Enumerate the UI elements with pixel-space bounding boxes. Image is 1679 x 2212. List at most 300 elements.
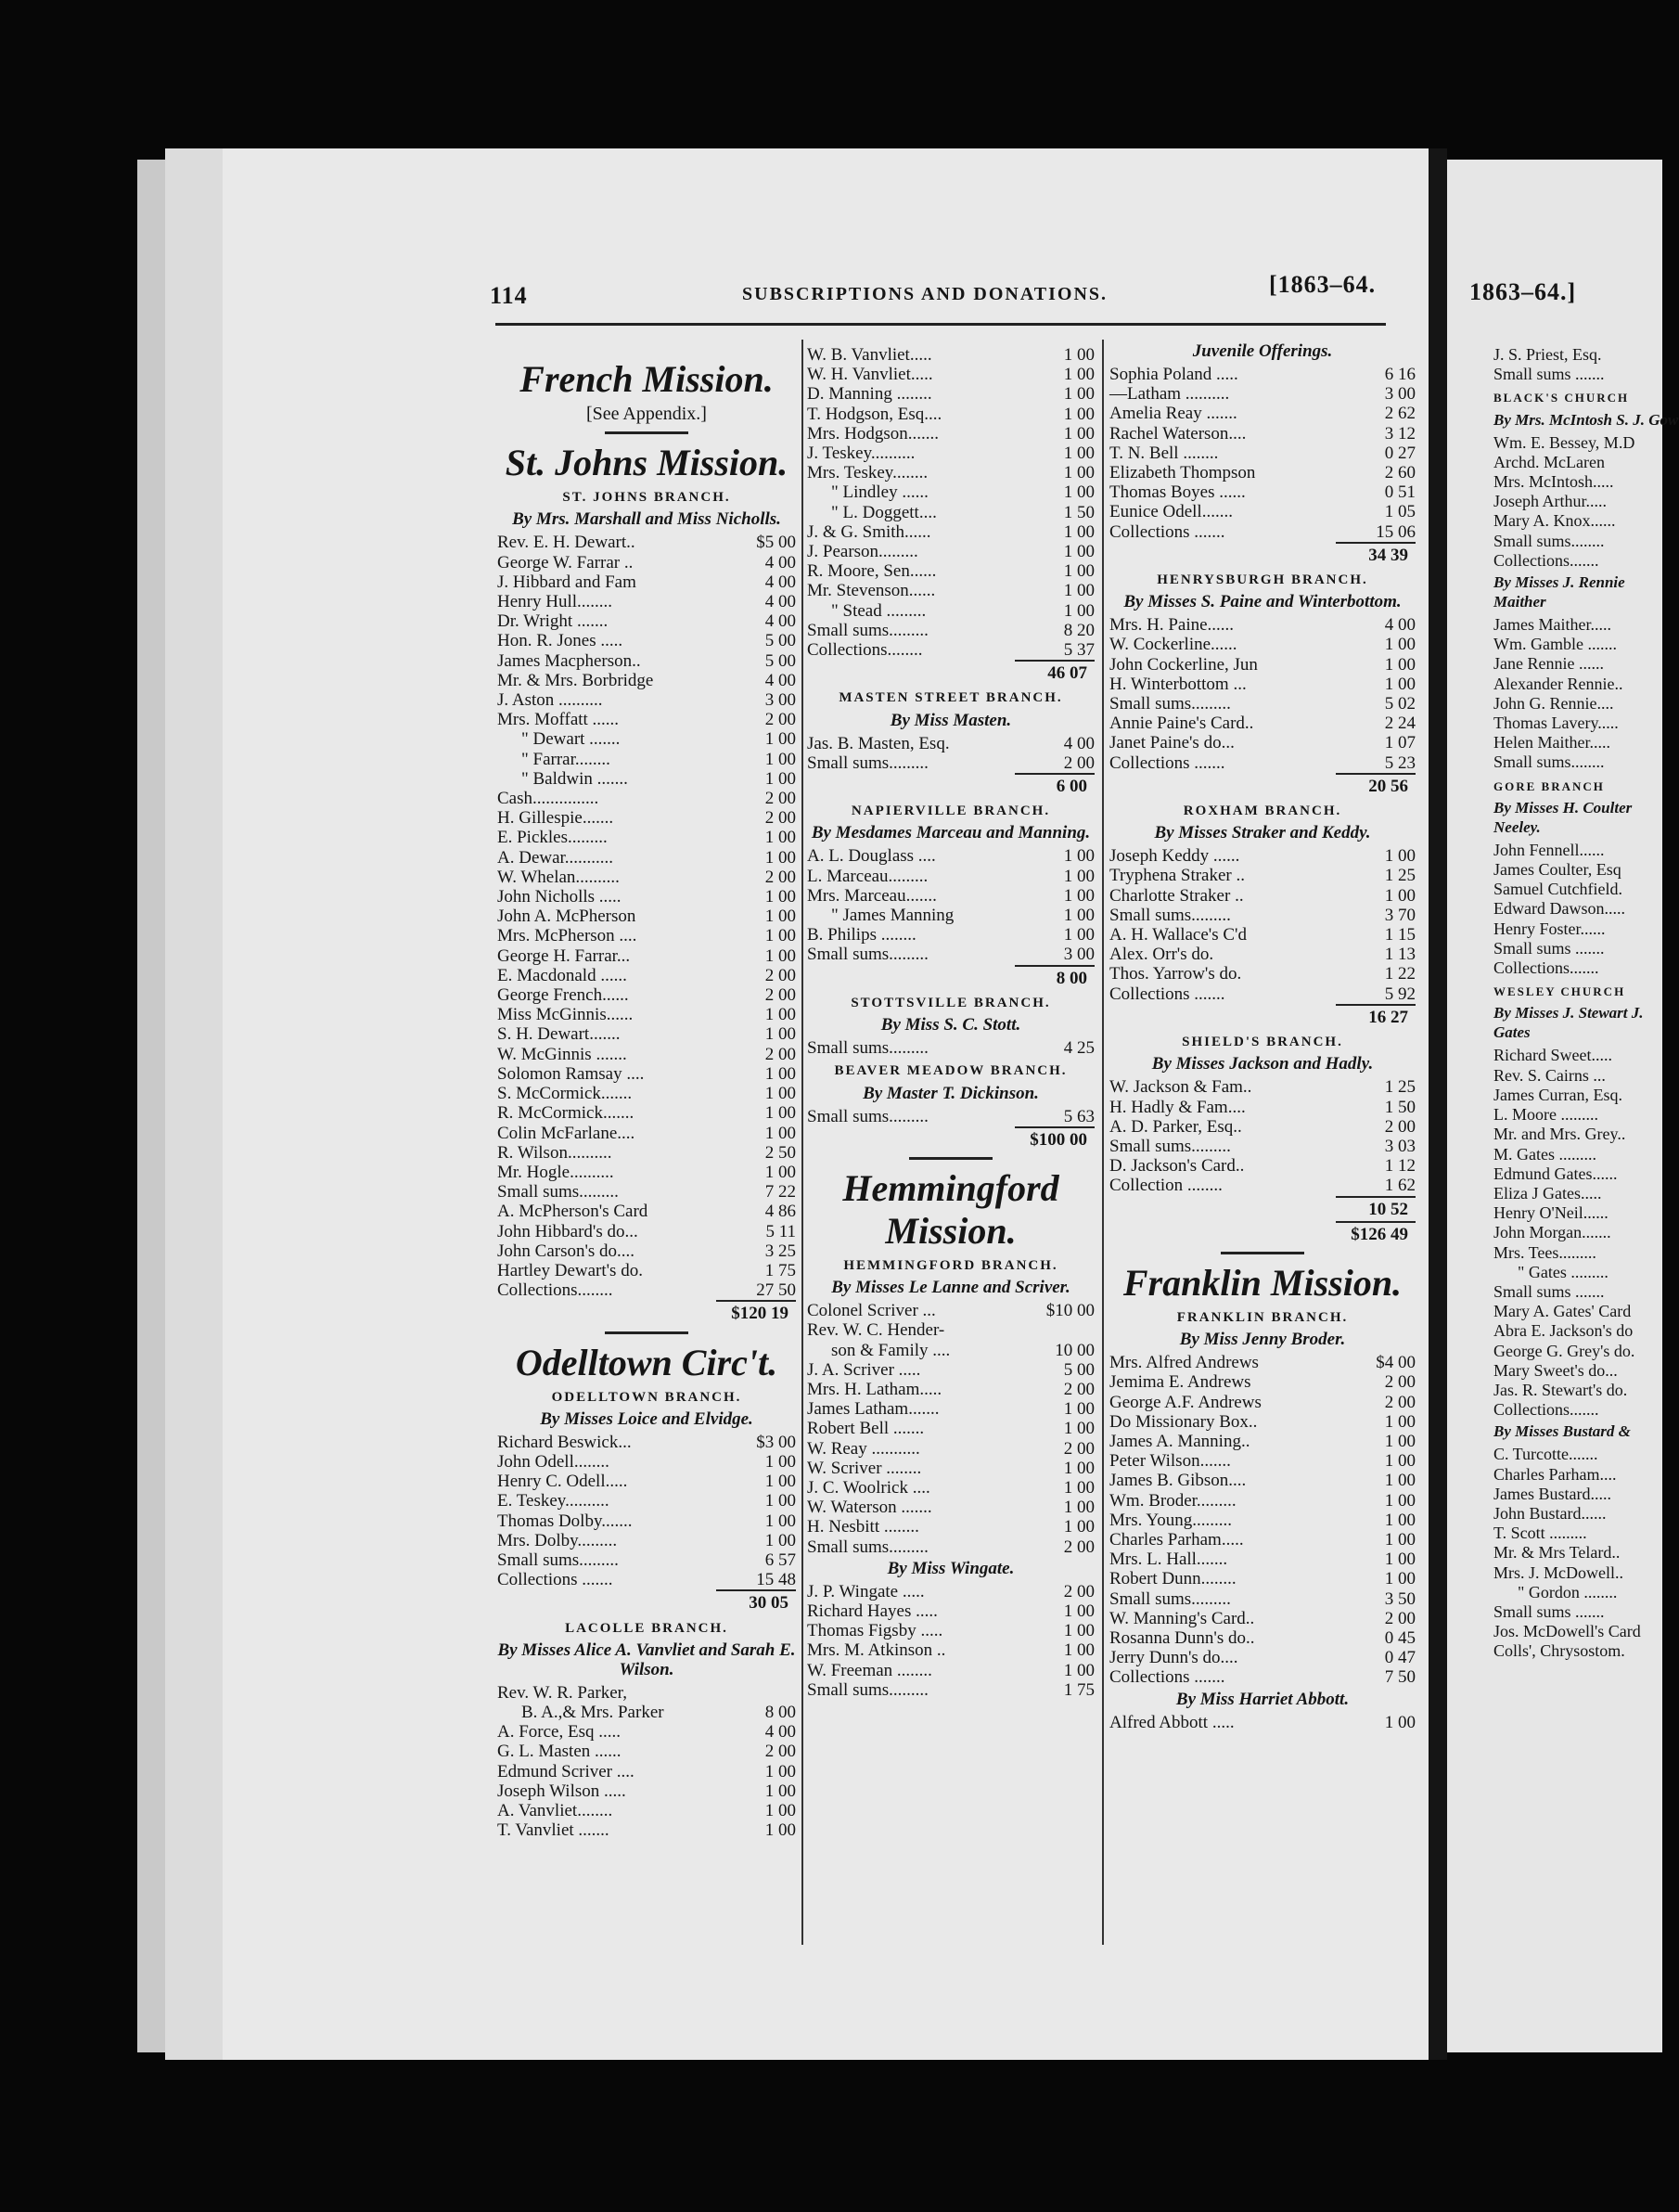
donor-name: Rachel Waterson.... bbox=[1109, 423, 1247, 444]
ledger-row bbox=[1493, 1543, 1679, 1563]
ledger-row bbox=[1109, 886, 1416, 906]
donation-amount: 1 00 bbox=[1384, 1451, 1416, 1472]
donation-amount bbox=[1618, 1361, 1679, 1381]
donation-amount: 5 00 bbox=[1063, 1359, 1095, 1380]
ledger-row bbox=[497, 789, 796, 808]
ledger-row bbox=[1109, 1451, 1416, 1471]
collector-line: By Misses Bustard & bbox=[1493, 1422, 1631, 1441]
page-number: 114 bbox=[490, 282, 528, 309]
donor-name: Edward Dawson..... bbox=[1493, 899, 1625, 919]
ledger-row bbox=[1493, 1524, 1679, 1543]
donation-amount: 2 00 bbox=[1384, 1372, 1416, 1393]
ledger-row bbox=[807, 1601, 1095, 1621]
ledger-row bbox=[1493, 433, 1679, 453]
ledger-row bbox=[497, 1261, 796, 1280]
donor-name: John Odell........ bbox=[497, 1451, 609, 1472]
ledger-row bbox=[807, 1038, 1095, 1058]
ledger-row bbox=[1493, 752, 1679, 772]
donor-name: Charles Parham..... bbox=[1109, 1529, 1244, 1550]
donation-amount bbox=[1610, 1203, 1679, 1223]
donor-name: Small sums......... bbox=[807, 1537, 929, 1557]
column-1 bbox=[497, 353, 796, 1840]
donor-name: Richard Hayes ..... bbox=[807, 1601, 938, 1621]
donation-amount bbox=[1610, 1105, 1679, 1125]
donation-amount: 0 45 bbox=[1384, 1627, 1416, 1648]
donor-name: Joseph Wilson ..... bbox=[497, 1781, 626, 1801]
donation-amount: 1 00 bbox=[1384, 1490, 1416, 1511]
donor-name: Mrs. Dolby......... bbox=[497, 1530, 618, 1550]
donation-amount: 1 00 bbox=[764, 749, 796, 769]
ledger-row bbox=[807, 1517, 1095, 1537]
donation-amount: 2 00 bbox=[764, 985, 796, 1006]
ledger-row bbox=[497, 631, 796, 650]
ledger-row bbox=[1493, 1282, 1679, 1302]
donation-amount: 6 16 bbox=[1384, 365, 1416, 384]
ledger-row bbox=[497, 729, 796, 749]
donation-amount bbox=[1612, 1046, 1679, 1065]
donor-name: Joseph Keddy ...... bbox=[1109, 846, 1240, 867]
ledger-row bbox=[1109, 1511, 1416, 1530]
ledger-row bbox=[1109, 1353, 1416, 1372]
donor-name: Colin McFarlane.... bbox=[497, 1123, 635, 1143]
donor-name: Small sums......... bbox=[807, 752, 929, 773]
donation-amount: 1 22 bbox=[1384, 964, 1416, 984]
donor-name: Cash............... bbox=[497, 789, 599, 809]
donation-amount bbox=[1610, 1184, 1679, 1203]
donor-name: Hon. R. Jones ..... bbox=[497, 631, 623, 651]
ledger-row bbox=[1109, 1176, 1416, 1195]
column-2 bbox=[807, 345, 1095, 1700]
donation-amount: 3 00 bbox=[1384, 384, 1416, 405]
ledger-row bbox=[497, 690, 796, 710]
donation-amount: 1 75 bbox=[1063, 1679, 1095, 1700]
ledger-row bbox=[497, 592, 796, 611]
ledger-row bbox=[1493, 1504, 1679, 1524]
ledger-row bbox=[807, 1680, 1095, 1700]
ledger-row bbox=[807, 846, 1095, 866]
donation-amount: 0 47 bbox=[1384, 1648, 1416, 1668]
donation-amount: 1 00 bbox=[1063, 521, 1095, 542]
branch-total: 46 07 bbox=[807, 663, 1095, 683]
donor-name: John Fennell...... bbox=[1493, 840, 1605, 859]
collector-line: By Miss Wingate. bbox=[887, 1558, 1015, 1578]
donor-name: Robert Dunn........ bbox=[1109, 1569, 1237, 1589]
donation-amount bbox=[1610, 1400, 1679, 1420]
appendix-note: [See Appendix.] bbox=[586, 404, 707, 424]
donation-amount: 1 00 bbox=[1063, 1517, 1095, 1537]
donation-amount: 2 00 bbox=[764, 1742, 796, 1762]
donor-name: Small sums......... bbox=[1109, 905, 1231, 925]
donor-name: J. Pearson......... bbox=[807, 542, 918, 562]
donor-name: Mrs. Hodgson....... bbox=[807, 423, 939, 444]
donor-name: Mrs. McPherson .... bbox=[497, 926, 637, 946]
branch-heading: STOTTSVILLE BRANCH. bbox=[851, 995, 1051, 1010]
donor-name: Thomas Figsby ..... bbox=[807, 1621, 943, 1641]
donation-amount: 1 00 bbox=[1384, 1712, 1416, 1732]
donor-name: Jas. B. Masten, Esq. bbox=[807, 733, 950, 753]
donor-name: Mrs. Teskey........ bbox=[807, 463, 929, 483]
ledger-row bbox=[1109, 846, 1416, 866]
donor-name: Mrs. Marceau....... bbox=[807, 885, 937, 906]
ledger-row bbox=[1493, 1485, 1679, 1504]
donor-name: Thomas Lavery..... bbox=[1493, 714, 1619, 733]
donor-name: Mary A. Gates' Card bbox=[1493, 1302, 1632, 1321]
next-page-column bbox=[1493, 345, 1679, 1662]
ledger-row bbox=[497, 1045, 796, 1064]
ledger-row bbox=[1109, 1491, 1416, 1511]
ledger-row bbox=[1493, 1400, 1679, 1420]
ledger-row bbox=[497, 1103, 796, 1123]
donation-amount bbox=[1616, 1465, 1679, 1485]
branch-heading: GORE BRANCH bbox=[1493, 778, 1605, 793]
donation-amount: 5 23 bbox=[1384, 752, 1416, 773]
donor-name: J. S. Priest, Esq. bbox=[1493, 345, 1602, 364]
ledger-row bbox=[1493, 733, 1679, 752]
donor-name: Collections........ bbox=[807, 640, 923, 661]
donor-name: Mr. & Mrs. Borbridge bbox=[497, 670, 654, 690]
ledger-row bbox=[1109, 945, 1416, 964]
donation-amount bbox=[1611, 1485, 1679, 1504]
donation-amount bbox=[1617, 1164, 1679, 1184]
branch-heading: MASTEN STREET BRANCH. bbox=[839, 690, 1063, 706]
donor-name: Collections ....... bbox=[1109, 1667, 1225, 1688]
branch-total: 20 56 bbox=[1109, 777, 1416, 796]
donor-name: Collection ........ bbox=[1109, 1176, 1223, 1196]
donation-amount bbox=[1611, 615, 1679, 635]
donor-name: T. Hodgson, Esq.... bbox=[807, 404, 942, 424]
ledger-row bbox=[1493, 615, 1679, 635]
donation-amount bbox=[1617, 635, 1679, 654]
donor-name: R. Wilson.......... bbox=[497, 1142, 612, 1163]
donation-amount: 1 00 bbox=[1063, 1419, 1095, 1439]
collector-line: By Mrs. McIntosh S. J. Gow bbox=[1493, 410, 1679, 429]
donation-amount: 1 00 bbox=[1063, 581, 1095, 601]
donor-name: Small sums......... bbox=[807, 1038, 929, 1059]
donor-name: Edmund Gates...... bbox=[1493, 1164, 1618, 1183]
collector-line: Juvenile Offerings. bbox=[1192, 341, 1333, 361]
donor-name: A. Vanvliet........ bbox=[497, 1800, 613, 1820]
donation-amount: 1 00 bbox=[1384, 1431, 1416, 1451]
donation-amount: 1 50 bbox=[1384, 1097, 1416, 1117]
donor-name: Alex. Orr's do. bbox=[1109, 945, 1214, 965]
ledger-row bbox=[1109, 1117, 1416, 1137]
ledger-row bbox=[807, 1498, 1095, 1517]
donor-name: Jos. McDowell's Card bbox=[1493, 1622, 1641, 1641]
donor-name: John G. Rennie.... bbox=[1493, 693, 1614, 713]
ledger-row bbox=[1493, 1086, 1679, 1105]
donor-name: Mrs. M. Atkinson .. bbox=[807, 1640, 946, 1661]
donor-name: Annie Paine's Card.. bbox=[1109, 714, 1254, 734]
donation-amount bbox=[1610, 1066, 1679, 1086]
ledger-row bbox=[497, 1820, 796, 1840]
ledger-row bbox=[497, 651, 796, 671]
collector-line: By Misses Loice and Elvidge. bbox=[540, 1408, 753, 1429]
donation-amount: 1 00 bbox=[764, 1024, 796, 1045]
donor-name: Collections........ bbox=[497, 1280, 613, 1301]
ledger-row bbox=[497, 611, 796, 631]
donor-name: W. Reay ........... bbox=[807, 1438, 920, 1459]
ledger-row bbox=[497, 1143, 796, 1163]
donor-name: G. L. Masten ...... bbox=[497, 1742, 622, 1762]
donor-name: Helen Maither..... bbox=[1493, 733, 1610, 752]
donation-amount: 2 00 bbox=[764, 710, 796, 730]
donor-name: George H. Farrar... bbox=[497, 945, 631, 966]
donor-name: Rev. W. R. Parker, bbox=[497, 1682, 627, 1703]
donor-name: Small sums........ bbox=[1493, 752, 1605, 772]
branch-total: 34 39 bbox=[1109, 546, 1416, 565]
donation-amount bbox=[1623, 1563, 1679, 1583]
ledger-row bbox=[497, 1550, 796, 1570]
donor-name: H. Hadly & Fam.... bbox=[1109, 1097, 1246, 1117]
donor-name: D. Manning ........ bbox=[807, 384, 932, 405]
donor-name: Henry Foster...... bbox=[1493, 919, 1606, 938]
ledger-row bbox=[1493, 1381, 1679, 1400]
donor-name: Colls', Chrysostom. bbox=[1493, 1641, 1625, 1661]
donor-name: Thomas Boyes ...... bbox=[1109, 482, 1246, 503]
ledger-row bbox=[497, 1511, 796, 1531]
donation-amount: 8 00 bbox=[764, 1702, 796, 1722]
ledger-row bbox=[1109, 444, 1416, 463]
donor-name: A. L. Douglass .... bbox=[807, 846, 936, 867]
donor-name: John A. McPherson bbox=[497, 907, 636, 927]
donation-amount bbox=[1614, 472, 1679, 492]
ledger-row bbox=[497, 1163, 796, 1182]
ledger-row bbox=[1109, 384, 1416, 404]
donation-amount: 5 63 bbox=[1063, 1106, 1095, 1126]
ledger-row bbox=[807, 867, 1095, 886]
donation-amount: 1 00 bbox=[764, 828, 796, 848]
ledger-row bbox=[497, 1801, 796, 1820]
donation-amount: 1 00 bbox=[1384, 1550, 1416, 1570]
donation-amount: 4 00 bbox=[764, 670, 796, 690]
ledger-row bbox=[807, 424, 1095, 444]
ledger-row bbox=[497, 1531, 796, 1550]
donor-name: Hartley Dewart's do. bbox=[497, 1260, 643, 1280]
donor-name: James Bustard..... bbox=[1493, 1484, 1611, 1503]
donation-amount: 0 51 bbox=[1384, 482, 1416, 503]
ledger-row bbox=[1109, 866, 1416, 885]
ledger-row bbox=[807, 886, 1095, 906]
donor-name: Henry O'Neil...... bbox=[1493, 1203, 1609, 1223]
ledger-row bbox=[1493, 1046, 1679, 1065]
branch-heading: ROXHAM BRANCH. bbox=[1183, 804, 1342, 819]
donation-amount: 2 24 bbox=[1384, 714, 1416, 734]
donor-name: Mrs. H. Paine...... bbox=[1109, 615, 1235, 636]
donation-amount: $3 00 bbox=[756, 1432, 796, 1452]
donation-amount: 1 00 bbox=[1063, 846, 1095, 867]
donor-name: Collections ....... bbox=[1109, 521, 1225, 542]
donation-amount: 1 13 bbox=[1384, 945, 1416, 965]
donation-amount: 4 25 bbox=[1063, 1038, 1095, 1059]
ledger-row bbox=[1109, 1372, 1416, 1392]
donation-amount: 27 50 bbox=[756, 1280, 796, 1301]
ledger-row bbox=[497, 533, 796, 552]
donation-amount: 1 00 bbox=[1384, 885, 1416, 906]
donor-name: Charles Parham.... bbox=[1493, 1464, 1617, 1484]
branch-heading: ST. JOHNS BRANCH. bbox=[562, 490, 731, 506]
donation-amount: 2 00 bbox=[1063, 752, 1095, 773]
donor-name: Mary A. Knox...... bbox=[1493, 511, 1616, 531]
collector-line: By Misses Jackson and Hadly. bbox=[1151, 1054, 1374, 1074]
donation-amount bbox=[1026, 1320, 1095, 1340]
donation-amount: 2 50 bbox=[764, 1142, 796, 1163]
donation-amount: 5 92 bbox=[1384, 984, 1416, 1004]
ledger-row bbox=[1109, 1137, 1416, 1156]
donor-name: Small sums......... bbox=[1109, 1588, 1231, 1609]
donor-name: H. Winterbottom ... bbox=[1109, 674, 1247, 694]
donor-name: T. Vanvliet ....... bbox=[497, 1820, 609, 1841]
donation-amount: 1 00 bbox=[1384, 1529, 1416, 1550]
donor-name: Small sums......... bbox=[807, 945, 929, 965]
donation-amount: 2 00 bbox=[764, 1044, 796, 1064]
donor-name: H. Nesbitt ........ bbox=[807, 1517, 919, 1537]
donor-name: W. Whelan.......... bbox=[497, 867, 620, 887]
ledger-row bbox=[497, 572, 796, 592]
donor-name: Rev. S. Cairns ... bbox=[1493, 1065, 1606, 1085]
donation-amount: 1 00 bbox=[1063, 925, 1095, 945]
ledger-row bbox=[1493, 1321, 1679, 1341]
ledger-row bbox=[807, 1439, 1095, 1459]
ledger-row bbox=[1493, 1563, 1679, 1583]
donation-amount: 4 00 bbox=[764, 572, 796, 592]
donor-name: A. D. Parker, Esq.. bbox=[1109, 1116, 1242, 1137]
donation-amount: 1 00 bbox=[1063, 1660, 1095, 1680]
donation-amount: 1 00 bbox=[764, 1511, 796, 1531]
donation-amount: 1 00 bbox=[1063, 906, 1095, 926]
ledger-row bbox=[1109, 482, 1416, 502]
ledger-row bbox=[1493, 1445, 1679, 1464]
donor-name: A. Dewar........... bbox=[497, 847, 614, 868]
ledger-row bbox=[807, 753, 1095, 773]
ledger-row bbox=[807, 463, 1095, 482]
ledger-row bbox=[1493, 1223, 1679, 1242]
ledger-row bbox=[1109, 424, 1416, 444]
donation-amount bbox=[1622, 1086, 1679, 1105]
donation-amount: 1 00 bbox=[764, 887, 796, 907]
ledger-row bbox=[807, 365, 1095, 384]
donor-name: Rosanna Dunn's do.. bbox=[1109, 1627, 1255, 1648]
ledger-row bbox=[1109, 675, 1416, 694]
donor-name: Jemima E. Andrews bbox=[1109, 1372, 1251, 1393]
donation-amount: 3 12 bbox=[1384, 423, 1416, 444]
ledger-row bbox=[1109, 1713, 1416, 1732]
donation-amount bbox=[1610, 920, 1679, 939]
ledger-row bbox=[1493, 841, 1679, 860]
mission-heading: Hemmingford Mission. bbox=[842, 1166, 1059, 1252]
ledger-row bbox=[1109, 1393, 1416, 1412]
donor-name: Collections....... bbox=[1493, 550, 1599, 570]
donor-name: Small sums......... bbox=[807, 620, 929, 640]
ledger-row bbox=[807, 1419, 1095, 1438]
donation-amount: 1 00 bbox=[1063, 1399, 1095, 1420]
ledger-row bbox=[1109, 733, 1416, 752]
ledger-row bbox=[1109, 694, 1416, 714]
collector-line: By Misses Alice A. Vanvliet and Sarah E. Wilson. bbox=[497, 1640, 796, 1679]
ledger-row bbox=[807, 1478, 1095, 1498]
donation-amount: 1 00 bbox=[764, 945, 796, 966]
ledger-row bbox=[497, 1222, 796, 1241]
ledger-row bbox=[1493, 920, 1679, 939]
ledger-row bbox=[1109, 984, 1416, 1004]
section-separator bbox=[909, 1157, 993, 1160]
donation-amount: 1 00 bbox=[764, 926, 796, 946]
donation-amount: 3 00 bbox=[1063, 945, 1095, 965]
collector-line: By Misses Le Lanne and Scriver. bbox=[831, 1278, 1070, 1298]
ledger-row bbox=[807, 1380, 1095, 1399]
donation-amount: 1 00 bbox=[1063, 1458, 1095, 1478]
donation-amount: 5 00 bbox=[764, 631, 796, 651]
donor-name: Small sums........ bbox=[1493, 531, 1605, 550]
ledger-row bbox=[1109, 1667, 1416, 1687]
ledger-row bbox=[497, 1005, 796, 1024]
ledger-row bbox=[497, 848, 796, 868]
donation-amount: 3 25 bbox=[764, 1241, 796, 1261]
donation-amount bbox=[1610, 733, 1679, 752]
donor-name: Wm. Broder......... bbox=[1109, 1490, 1237, 1511]
ledger-row bbox=[1109, 1648, 1416, 1667]
donation-amount bbox=[1610, 841, 1679, 860]
donation-amount: 1 12 bbox=[1384, 1156, 1416, 1177]
donation-amount bbox=[1619, 714, 1679, 733]
ledger-row bbox=[1109, 1550, 1416, 1569]
donor-name: Abra E. Jackson's do bbox=[1493, 1321, 1634, 1341]
donor-name: Small sums ....... bbox=[1493, 1601, 1605, 1621]
donor-name: Robert Bell ....... bbox=[807, 1419, 925, 1439]
donation-amount: 1 00 bbox=[1063, 1601, 1095, 1621]
ledger-row bbox=[497, 1742, 796, 1761]
donor-name: Mrs. J. McDowell.. bbox=[1493, 1563, 1623, 1582]
ledger-row bbox=[497, 1472, 796, 1491]
donation-amount: 1 00 bbox=[764, 1472, 796, 1492]
donation-amount bbox=[1633, 1321, 1679, 1341]
donor-name: Mr. and Mrs. Grey.. bbox=[1493, 1125, 1626, 1144]
ledger-row bbox=[1109, 635, 1416, 654]
donation-amount: 1 00 bbox=[1384, 846, 1416, 867]
donation-amount: $4 00 bbox=[1376, 1353, 1416, 1373]
ledger-row bbox=[1109, 522, 1416, 542]
donation-amount: 4 00 bbox=[764, 1722, 796, 1743]
donor-name: Richard Beswick... bbox=[497, 1432, 632, 1452]
ledger-row bbox=[807, 734, 1095, 753]
donor-name: Henry Hull........ bbox=[497, 592, 613, 612]
donation-amount bbox=[1610, 1602, 1679, 1622]
donation-amount: 1 00 bbox=[1063, 1477, 1095, 1498]
ledger-row bbox=[1493, 551, 1679, 571]
donation-amount: 1 00 bbox=[1063, 542, 1095, 562]
donor-name: —Latham .......... bbox=[1109, 384, 1230, 405]
section-separator bbox=[605, 1331, 688, 1334]
donation-amount: 15 06 bbox=[1376, 521, 1416, 542]
ledger-row bbox=[807, 945, 1095, 964]
donation-amount: 1 00 bbox=[1063, 365, 1095, 385]
ledger-row bbox=[1493, 472, 1679, 492]
ledger-row bbox=[497, 1433, 796, 1452]
ledger-row bbox=[497, 868, 796, 887]
ledger-row bbox=[497, 553, 796, 572]
branch-total: $120 19 bbox=[497, 1304, 796, 1323]
donor-name: son & Family .... bbox=[831, 1340, 951, 1360]
donation-amount: 1 00 bbox=[1063, 444, 1095, 464]
donor-name: Mr. & Mrs Telard.. bbox=[1493, 1543, 1621, 1563]
donor-name: Mrs. Alfred Andrews bbox=[1109, 1353, 1259, 1373]
ledger-row bbox=[1493, 939, 1679, 958]
donation-amount bbox=[1610, 1524, 1679, 1543]
branch-heading: BLACK'S CHURCH bbox=[1493, 391, 1630, 405]
donation-amount bbox=[1641, 1622, 1679, 1641]
ledger-row bbox=[807, 640, 1095, 660]
donor-name: Small sums......... bbox=[1109, 694, 1231, 714]
donor-name: L. Moore ......... bbox=[1493, 1105, 1598, 1125]
